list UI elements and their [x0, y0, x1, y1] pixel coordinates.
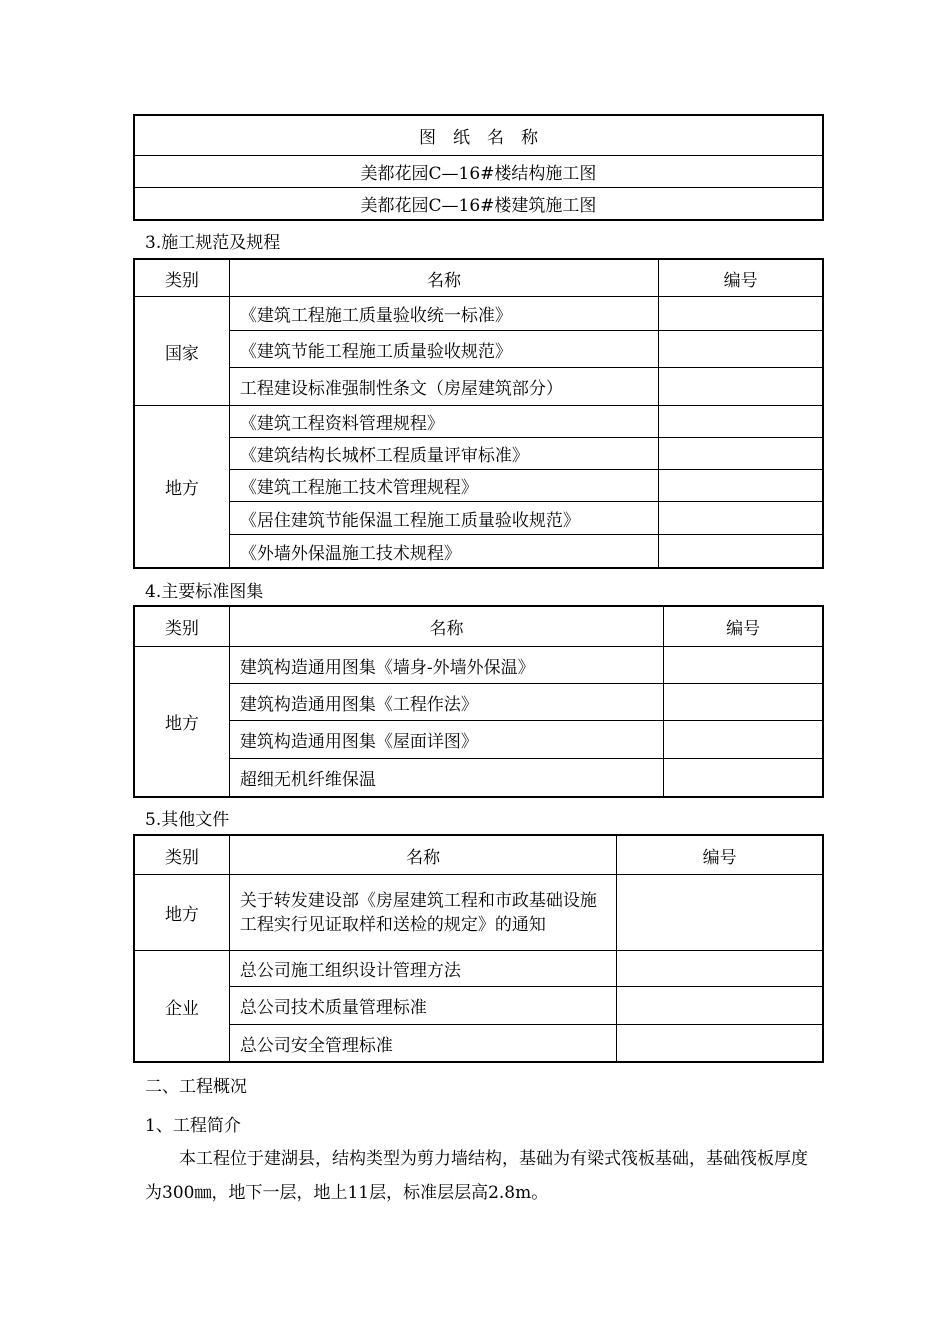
- standard-name: 《建筑工程施工质量验收统一标准》: [229, 297, 658, 331]
- document-number: [617, 987, 823, 1025]
- atlas-name: 超细无机纤维保温: [229, 759, 663, 797]
- standard-name: 《建筑结构长城杯工程质量评审标准》: [229, 438, 658, 470]
- category-cell: 地方: [135, 647, 230, 797]
- atlas-number: [664, 684, 823, 721]
- col-header-number: 编号: [659, 260, 823, 297]
- atlas-number: [664, 721, 823, 759]
- drawing-row: 美都花园C—16#楼结构施工图: [135, 156, 823, 188]
- standard-number: [659, 368, 823, 406]
- standard-number: [659, 535, 823, 568]
- atlas-number: [664, 647, 823, 684]
- standard-number: [659, 331, 823, 368]
- atlas-number: [664, 759, 823, 797]
- col-header-number: 编号: [617, 836, 823, 875]
- atlas-name: 建筑构造通用图集《屋面详图》: [229, 721, 663, 759]
- document-number: [617, 875, 823, 951]
- drawings-header: 图 纸 名 称: [135, 116, 823, 156]
- col-header-category: 类别: [135, 836, 230, 875]
- section4-title: 4.主要标准图集: [145, 582, 264, 602]
- category-cell: 国家: [135, 297, 230, 406]
- col-header-category: 类别: [135, 607, 230, 647]
- overview-subtitle: 1、工程简介: [145, 1116, 241, 1136]
- standards-table: [134, 259, 823, 568]
- standard-name: 《外墙外保温施工技术规程》: [229, 535, 658, 568]
- col-header-name: 名称: [229, 607, 663, 647]
- col-header-name: 名称: [229, 836, 616, 875]
- standard-number: [659, 438, 823, 470]
- document-number: [617, 1025, 823, 1062]
- category-cell: 地方: [135, 406, 230, 568]
- drawings-table: [134, 115, 823, 220]
- standard-number: [659, 406, 823, 438]
- document-name: 总公司施工组织设计管理方法: [229, 951, 616, 987]
- col-header-number: 编号: [664, 607, 823, 647]
- col-header-category: 类别: [135, 260, 230, 297]
- overview-title: 二、工程概况: [145, 1077, 247, 1097]
- standard-name: 《居住建筑节能保温工程施工质量验收规范》: [229, 502, 658, 535]
- atlas-name: 建筑构造通用图集《墙身-外墙外保温》: [229, 647, 663, 684]
- standard-number: [659, 297, 823, 331]
- section3-title: 3.施工规范及规程: [145, 233, 281, 253]
- atlas-table: [134, 606, 823, 797]
- overview-paragraph: 本工程位于建湖县，结构类型为剪力墙结构，基础为有梁式筏板基础，基础筏板厚度为300㎜，地下一层，地上11层，标准层层高2.8m。: [145, 1149, 808, 1203]
- standard-name: 工程建设标准强制性条文（房屋建筑部分）: [229, 368, 658, 406]
- document-name: 总公司安全管理标准: [229, 1025, 616, 1062]
- document-name: 总公司技术质量管理标准: [229, 987, 616, 1025]
- standard-name: 《建筑节能工程施工质量验收规范》: [229, 331, 658, 368]
- standard-number: [659, 470, 823, 502]
- section5-title: 5.其他文件: [145, 810, 230, 830]
- document-number: [617, 951, 823, 987]
- category-cell: 地方: [135, 875, 230, 951]
- category-cell: 企业: [135, 951, 230, 1062]
- standard-number: [659, 502, 823, 535]
- document-name: 关于转发建设部《房屋建筑工程和市政基础设施工程实行见证取样和送检的规定》的通知: [229, 875, 616, 951]
- documents-table: [134, 835, 823, 1062]
- drawing-row: 美都花园C—16#楼建筑施工图: [135, 188, 823, 220]
- standard-name: 《建筑工程资料管理规程》: [229, 406, 658, 438]
- atlas-name: 建筑构造通用图集《工程作法》: [229, 684, 663, 721]
- standard-name: 《建筑工程施工技术管理规程》: [229, 470, 658, 502]
- col-header-name: 名称: [229, 260, 658, 297]
